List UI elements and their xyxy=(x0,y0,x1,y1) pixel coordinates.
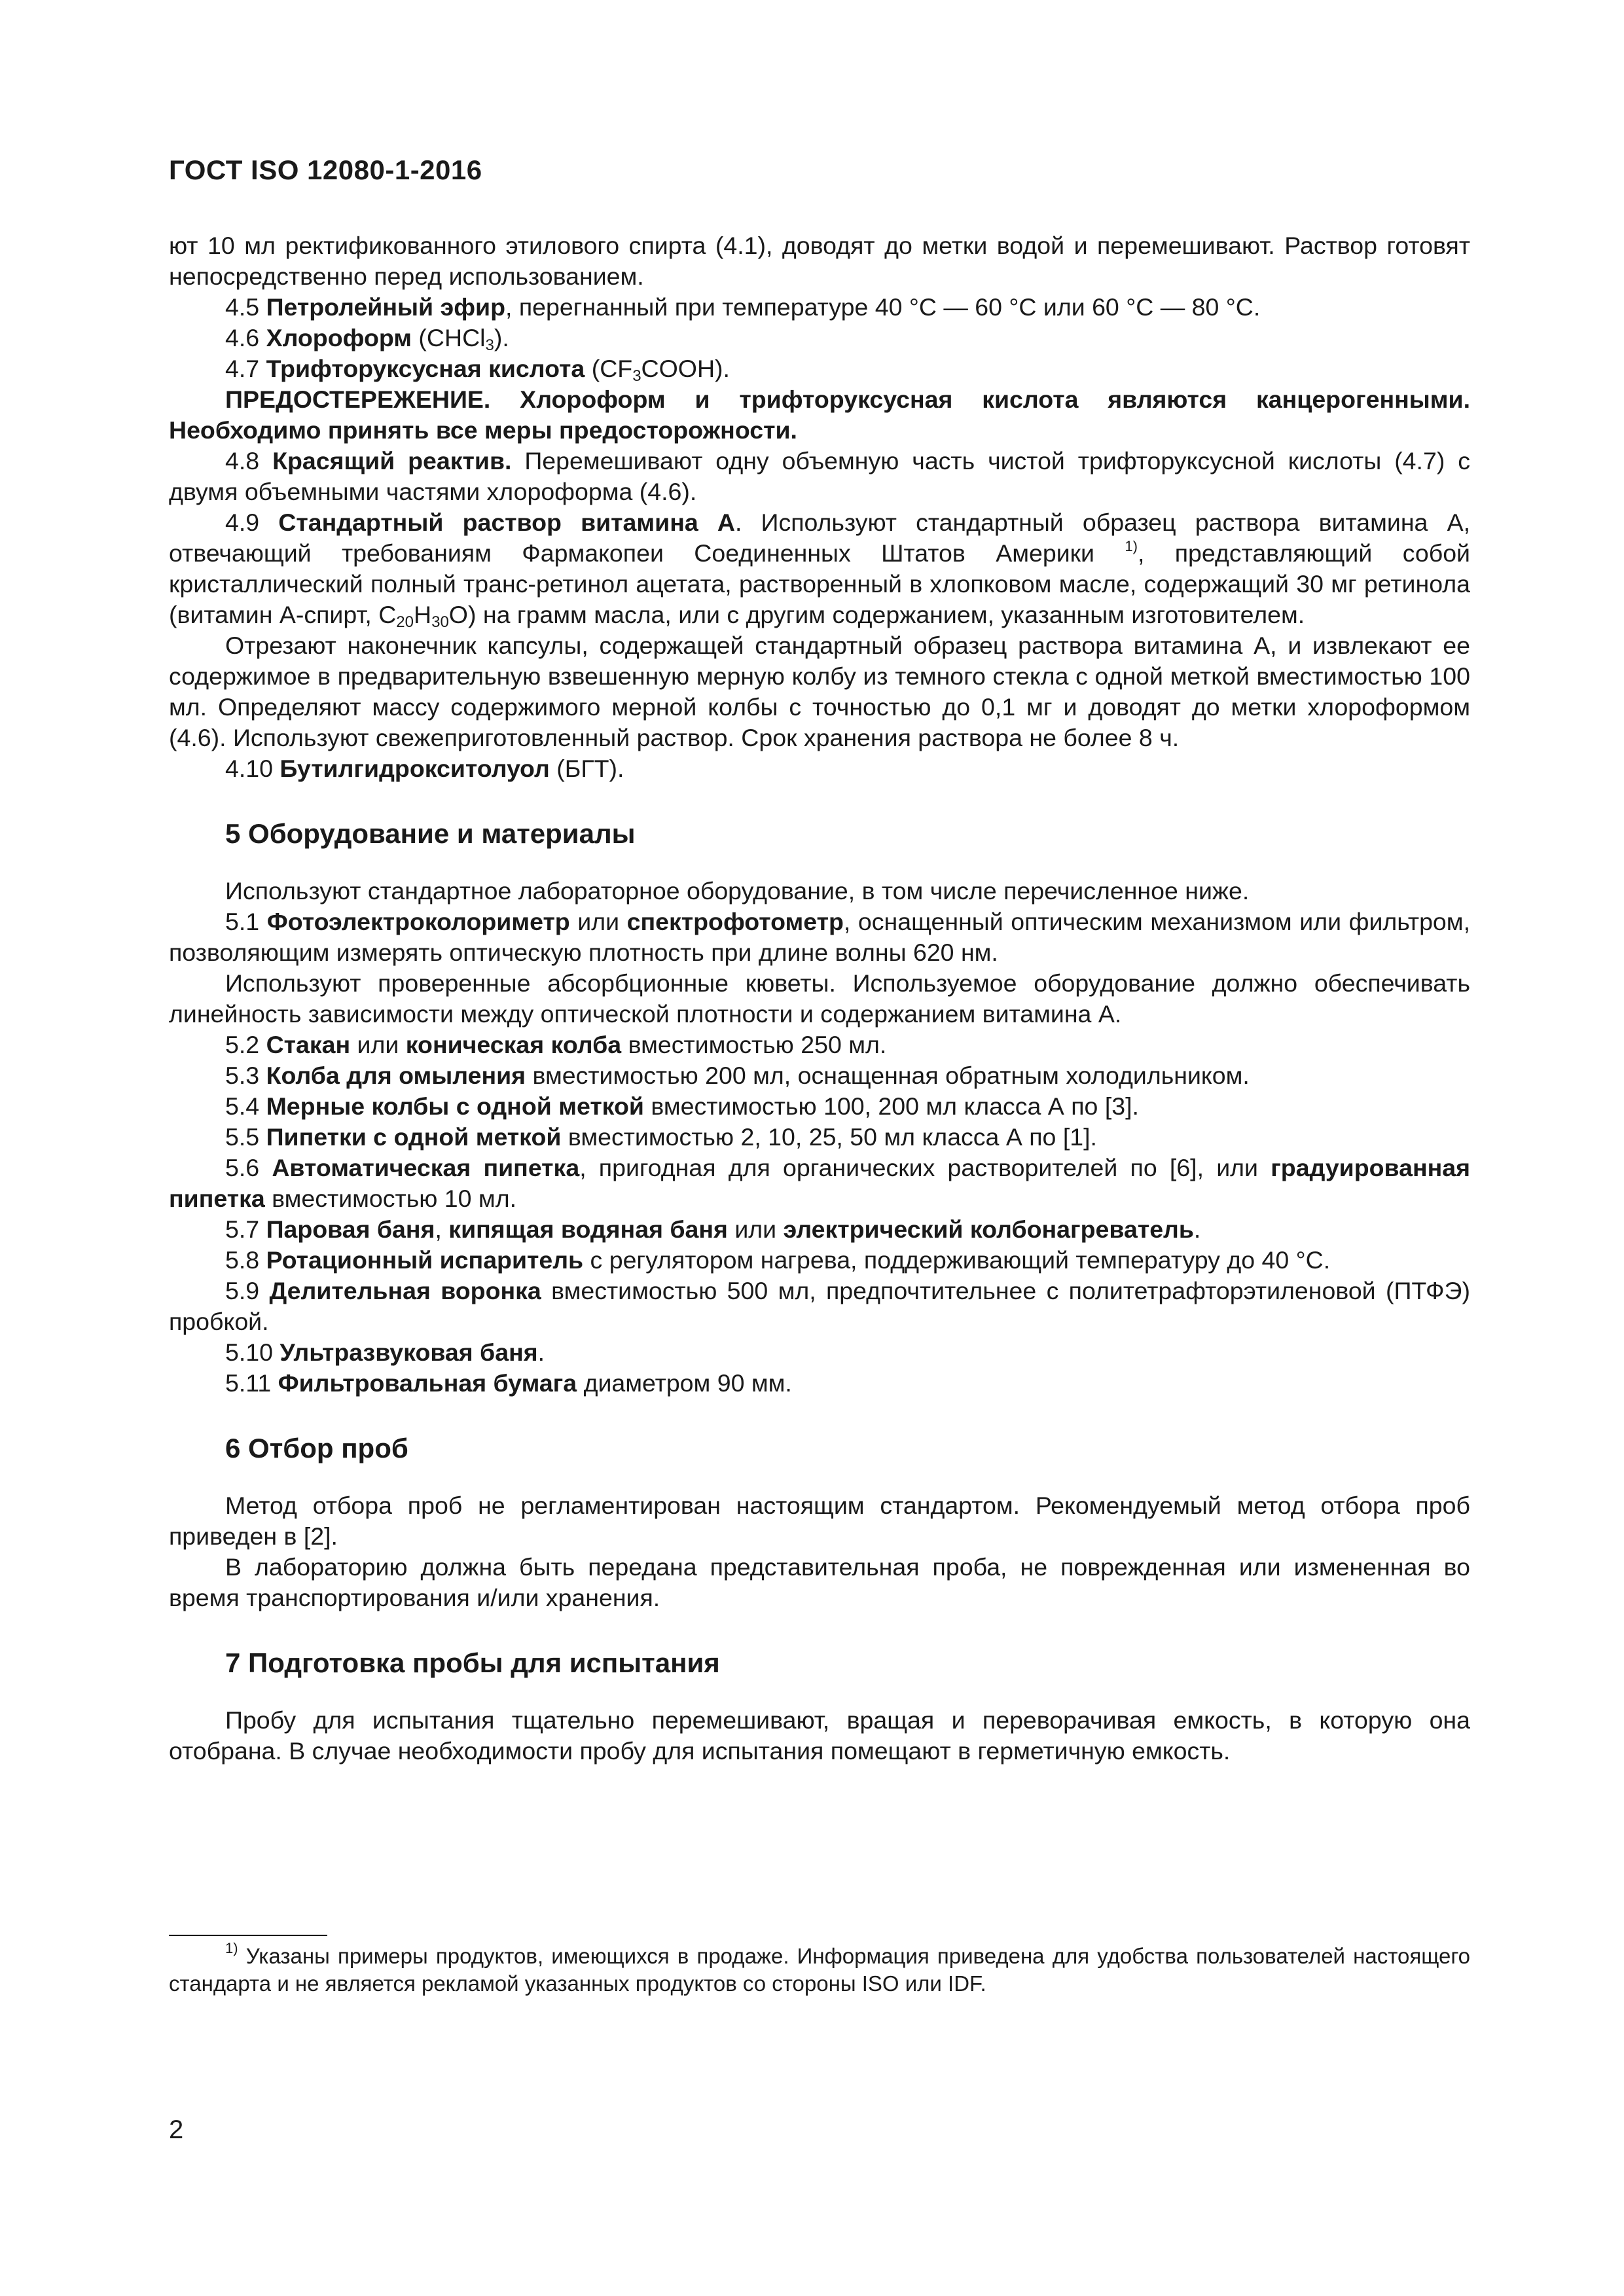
item-term: Фильтровальная бумага xyxy=(278,1369,577,1397)
item-number: 5.3 xyxy=(225,1062,260,1089)
item-text: О) на грамм масла, или с другим содержанием, указанным изготовителем. xyxy=(448,601,1305,628)
item-number: 5.11 xyxy=(225,1369,272,1397)
standard-header: ГОСТ ISO 12080-1-2016 xyxy=(169,154,482,185)
formula-part: (CHCl xyxy=(412,324,486,351)
item-5-11 xyxy=(169,1368,1470,1399)
item-term: Автоматическая пипетка xyxy=(272,1154,580,1181)
item-number: 5.10 xyxy=(225,1338,273,1366)
item-term: Ультразвуковая баня xyxy=(280,1338,538,1366)
formula-part: Н xyxy=(414,601,432,628)
item-text: диаметром 90 мм. xyxy=(577,1369,792,1397)
formula-part: (CF xyxy=(585,355,633,382)
item-number: 5.7 xyxy=(225,1215,260,1243)
item-term: Мерные колбы с одной меткой xyxy=(266,1092,644,1120)
item-text: с регулятором нагрева, поддерживающий температуру до 40 °С. xyxy=(583,1246,1331,1274)
item-term: Ротационный испаритель xyxy=(266,1246,584,1274)
item-term: электрический колбонагреватель xyxy=(783,1215,1194,1243)
item-text: . Используют стандартный образец раствора витамина А, отвечающий требованиям Фармакопеи Соединенных Штатов Америки xyxy=(169,509,1470,567)
item-term: кипящая водяная баня xyxy=(448,1215,728,1243)
paragraph-sample-prep: Пробу для испытания тщательно перемешивают, вращая и переворачивая емкость, в которую она отобрана. В случае необходимости пробу для испытания помещают в герметичную емкость. xyxy=(169,1706,1470,1765)
item-5-10 xyxy=(169,1337,1470,1368)
item-4-7 xyxy=(169,353,1470,384)
item-number: 4.9 xyxy=(225,509,260,536)
item-text: , xyxy=(435,1215,449,1243)
paragraph-sampling-method: Метод отбора проб не регламентирован настоящим стандартом. Рекомендуемый метод отбора проб приведен в [2]. xyxy=(169,1492,1470,1550)
item-term: коническая колба xyxy=(405,1031,622,1058)
item-number: 5.8 xyxy=(225,1246,260,1274)
item-text: или xyxy=(727,1215,784,1243)
paragraph-sampling-lab: В лабораторию должна быть передана представительная проба, не поврежденная или измененная во время транспортирования и/или хранения. xyxy=(169,1553,1470,1611)
item-term: Трифторуксусная кислота xyxy=(266,355,585,382)
item-number: 5.2 xyxy=(225,1031,260,1058)
formula-part: COOH). xyxy=(641,355,730,382)
item-term: Бутилгидрокситолуол xyxy=(280,755,550,782)
paragraph-continuation: ют 10 мл ректификованного этилового спирта (4.1), доводят до метки водой и перемешивают. Раствор готовят непосредственно перед использованием. xyxy=(169,232,1470,290)
item-5-4 xyxy=(169,1091,1470,1122)
footnote-mark: 1) xyxy=(225,1940,238,1956)
item-term: Колба для омыления xyxy=(266,1062,526,1089)
formula-subscript: 20 xyxy=(396,613,414,631)
item-text: Перемешивают одну объемную часть чистой трифторуксусной кислоты (4.7) с двумя объемными частями хлороформа (4.6). xyxy=(169,447,1470,505)
item-number: 5.9 xyxy=(225,1277,260,1304)
item-text: или xyxy=(350,1031,406,1058)
formula-subscript: 3 xyxy=(632,367,641,385)
item-5-6 xyxy=(169,1153,1470,1214)
item-5-2 xyxy=(169,1030,1470,1060)
item-term: Делительная воронка xyxy=(269,1277,541,1304)
item-term: Стандартный раствор витамина А xyxy=(278,509,735,536)
footnote xyxy=(169,1940,1470,1998)
formula-subscript: 3 xyxy=(485,336,494,354)
item-number: 4.7 xyxy=(225,355,260,382)
item-number: 4.8 xyxy=(225,447,260,475)
item-text: вместимостью 250 мл. xyxy=(621,1031,887,1058)
item-text: вместимостью 200 мл, оснащенная обратным холодильником. xyxy=(526,1062,1250,1089)
item-text: , представляющий собой кристаллический полный транс-ретинол ацетата, растворенный в хлопковом масле, содержащий 30 мг ретинола (витамин А-спирт, С xyxy=(169,539,1470,628)
item-4-5 xyxy=(169,292,1470,323)
item-term: градуированная пипетка xyxy=(169,1154,1471,1212)
item-term: Пипетки с одной меткой xyxy=(266,1123,562,1151)
formula-subscript: 30 xyxy=(431,613,449,631)
item-text: вместимостью 10 мл. xyxy=(264,1185,517,1212)
item-4-9 xyxy=(169,507,1470,630)
footnote-reference: 1) xyxy=(1125,538,1138,554)
item-5-9 xyxy=(169,1276,1470,1337)
item-number: 5.4 xyxy=(225,1092,260,1120)
paragraph-intro: Используют стандартное лабораторное оборудование, в том числе перечисленное ниже. xyxy=(225,877,1250,905)
document-body xyxy=(169,230,1470,1767)
item-number: 5.6 xyxy=(225,1154,260,1181)
section-6-heading: 6 Отбор проб xyxy=(225,1433,408,1463)
formula-part: ). xyxy=(494,324,509,351)
warning-paragraph: ПРЕДОСТЕРЕЖЕНИЕ. Хлороформ и трифторуксусная кислота являются канцерогенными. Необходимо принять все меры предосторожности. xyxy=(169,386,1470,444)
item-5-7 xyxy=(169,1214,1470,1245)
footnote-divider xyxy=(169,1935,327,1936)
item-5-1 xyxy=(169,906,1470,968)
item-term: спектрофотометр xyxy=(626,908,844,935)
footnote-text: Указаны примеры продуктов, имеющихся в продаже. Информация приведена для удобства пользователей настоящего стандарта и не является рекламой указанных продуктов со стороны ISO или IDF. xyxy=(169,1944,1470,1996)
paragraph-capsule: Отрезают наконечник капсулы, содержащей стандартный образец раствора витамина А, и извлекают ее содержимое в предварительную взвешенную мерную колбу из темного стекла с одной меткой вместимостью 100 мл. Определяют массу содержимого мерной колбы с точностью до 0,1 мг и доводят до метки хлороформом (4.6). Используют свежеприготовленный раствор. Срок хранения раствора не более 8 ч. xyxy=(169,632,1470,751)
item-5-5 xyxy=(169,1122,1470,1153)
item-text: (БГТ). xyxy=(549,755,624,782)
item-text: , перегнанный при температуре 40 °С — 60 °С или 60 °С — 80 °С. xyxy=(505,293,1261,321)
section-7-heading: 7 Подготовка пробы для испытания xyxy=(225,1647,720,1678)
item-text: , пригодная для органических растворителей по [6], или xyxy=(579,1154,1271,1181)
item-text: вместимостью 2, 10, 25, 50 мл класса А по [1]. xyxy=(561,1123,1097,1151)
item-number: 4.6 xyxy=(225,324,260,351)
item-text: или xyxy=(569,908,627,935)
item-term: Стакан xyxy=(266,1031,351,1058)
item-text: . xyxy=(1193,1215,1201,1243)
item-text: вместимостью 500 мл, предпочтительнее с политетрафторэтиленовой (ПТФЭ) пробкой. xyxy=(169,1277,1471,1335)
item-term: Красящий реактив. xyxy=(272,447,512,475)
item-number: 4.5 xyxy=(225,293,260,321)
item-text: , оснащенный оптическим механизмом или фильтром, позволяющим измерять оптическую плотность при длине волны 620 нм. xyxy=(169,908,1470,966)
item-number: 5.5 xyxy=(225,1123,260,1151)
item-5-8 xyxy=(169,1245,1470,1276)
item-4-8 xyxy=(169,446,1470,507)
item-term: Хлороформ xyxy=(266,324,412,351)
item-term: Паровая баня xyxy=(266,1215,435,1243)
paragraph-cuvettes: Используют проверенные абсорбционные кюветы. Используемое оборудование должно обеспечивать линейность зависимости между оптической плотности и содержанием витамина А. xyxy=(169,969,1470,1028)
item-4-10 xyxy=(169,753,1470,784)
item-5-3 xyxy=(169,1060,1470,1091)
item-number: 4.10 xyxy=(225,755,273,782)
item-term: Фотоэлектроколориметр xyxy=(266,908,570,935)
item-4-6 xyxy=(169,323,1470,353)
item-text: . xyxy=(537,1338,545,1366)
item-term: Петролейный эфир xyxy=(266,293,505,321)
section-5-heading: 5 Оборудование и материалы xyxy=(225,818,636,849)
item-text: вместимостью 100, 200 мл класса А по [3]. xyxy=(643,1092,1139,1120)
item-number: 5.1 xyxy=(225,908,260,935)
page-number: 2 xyxy=(169,2115,184,2144)
